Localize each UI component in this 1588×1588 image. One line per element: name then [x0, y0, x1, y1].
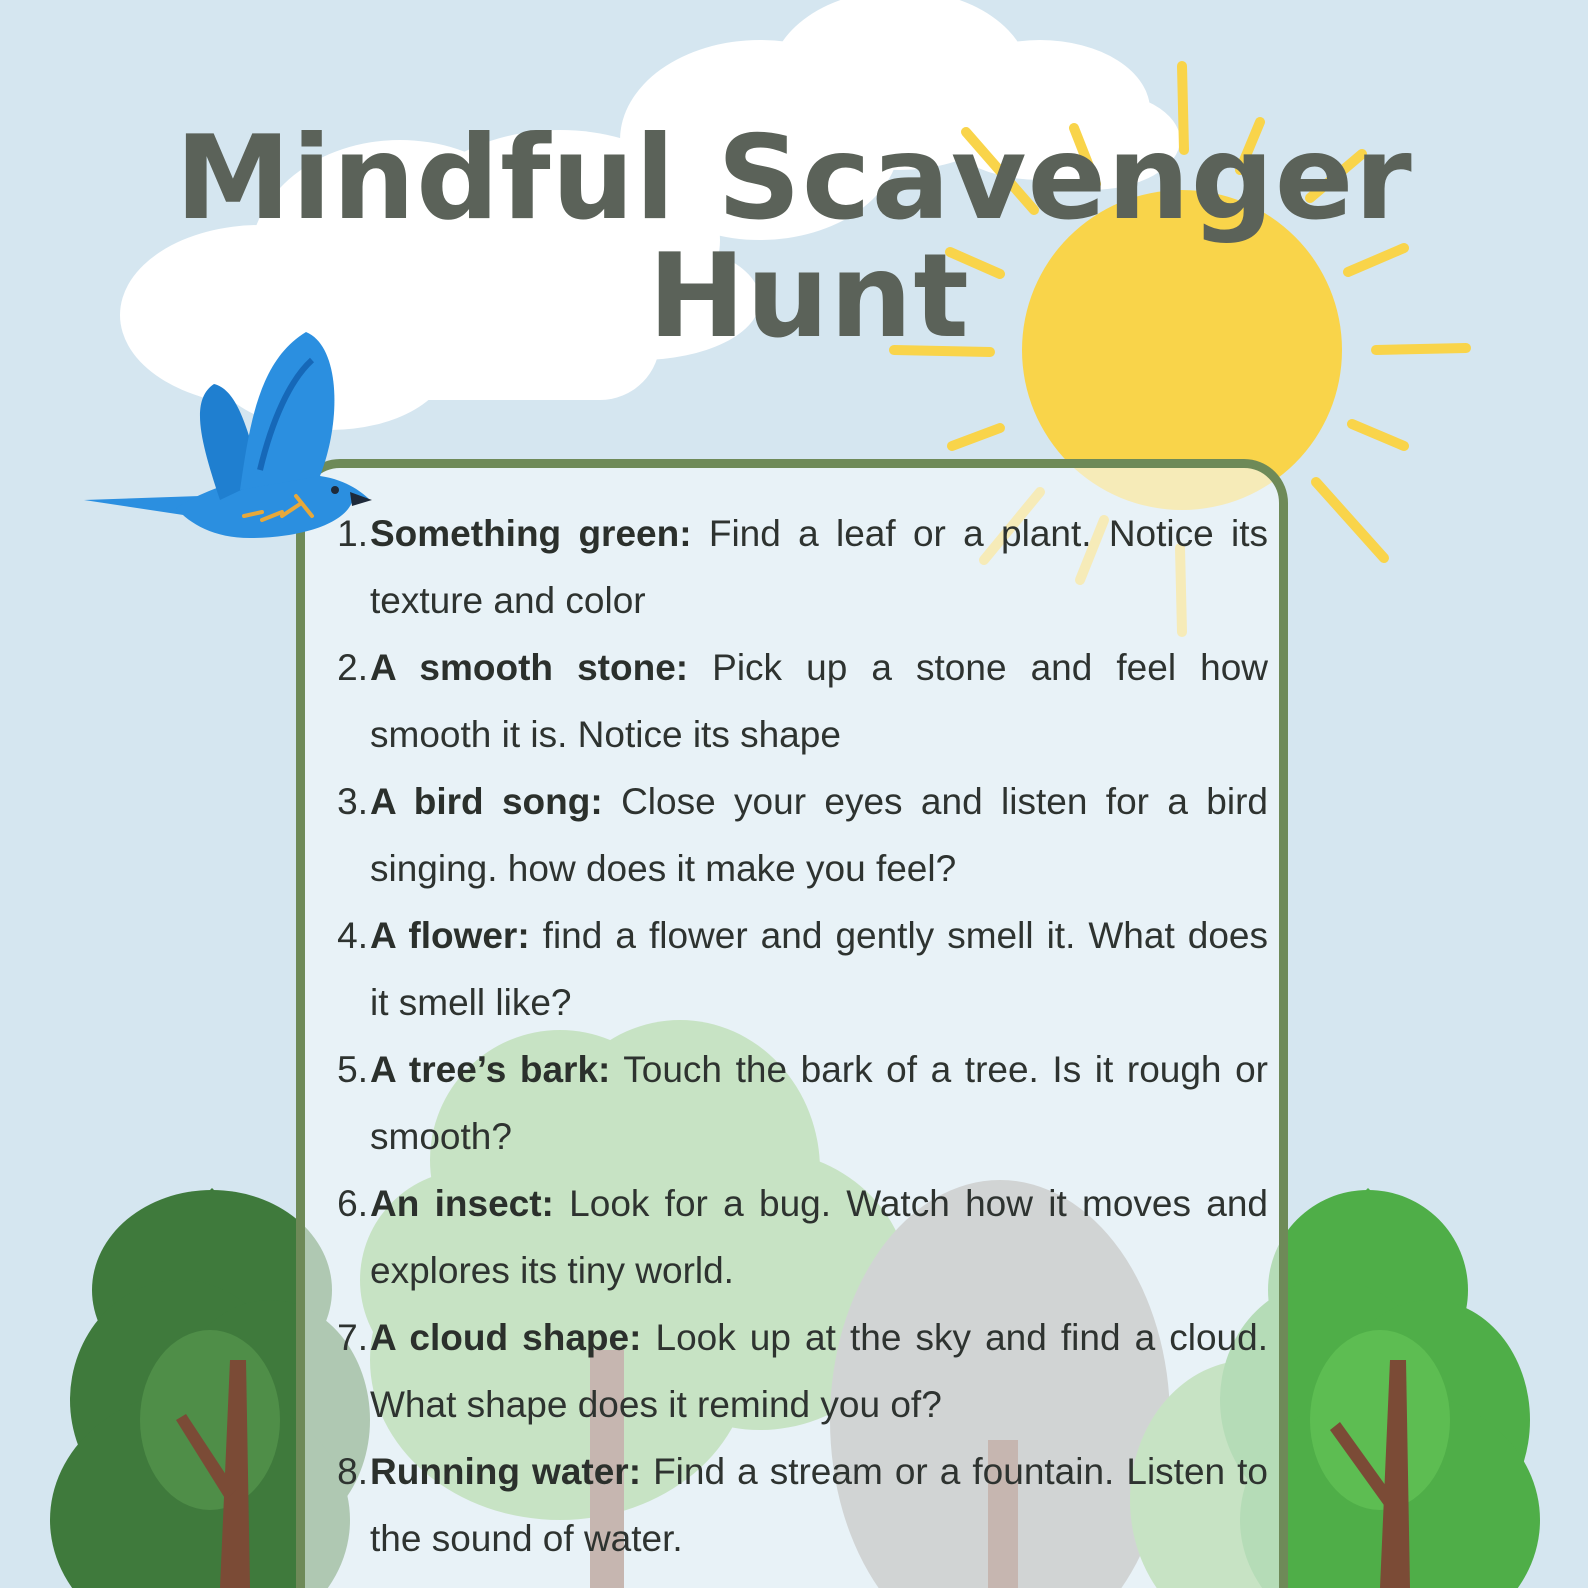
item-number: 5. — [337, 1049, 368, 1090]
item-text: Close your eyes and listen for a bird singing. how does it make you feel? — [370, 781, 1268, 889]
item-number: 7. — [337, 1317, 368, 1358]
item-number: 6. — [337, 1183, 368, 1224]
item-label: A bird song: — [370, 781, 603, 822]
item-number: 3. — [337, 781, 368, 822]
item-number: 4. — [337, 915, 368, 956]
item-number: 2. — [337, 647, 368, 688]
item-label: A cloud shape: — [370, 1317, 642, 1358]
item-text: Pick up a stone and feel how smooth it is. Notice its shape — [370, 647, 1268, 755]
item-label: Running water: — [370, 1451, 642, 1492]
item-label: A tree’s bark: — [370, 1049, 611, 1090]
item-text: Touch the bark of a tree. Is it rough or smooth? — [370, 1049, 1268, 1157]
item-text: Find a leaf or a plant. Notice its texture and color — [370, 513, 1268, 621]
item-label: A flower: — [370, 915, 530, 956]
item-label: An insect: — [370, 1183, 554, 1224]
item-text: Look for a bug. Watch how it moves and explores its tiny world. — [370, 1183, 1269, 1291]
item-label: Something green: — [370, 513, 692, 554]
item-text: find a flower and gently smell it. What does it smell like? — [370, 915, 1268, 1023]
item-number: 8. — [337, 1451, 368, 1492]
item-text: Look up at the sky and find a cloud. What shape does it remind you of? — [370, 1317, 1268, 1425]
title-line-2: Hunt — [648, 229, 970, 364]
item-text: Find a stream or a fountain. Listen to the sound of water. — [370, 1451, 1268, 1559]
item-label: A smooth stone: — [370, 647, 689, 688]
title-line-1: Mindful Scavenger — [175, 111, 1413, 246]
item-number: 1. — [337, 513, 368, 554]
